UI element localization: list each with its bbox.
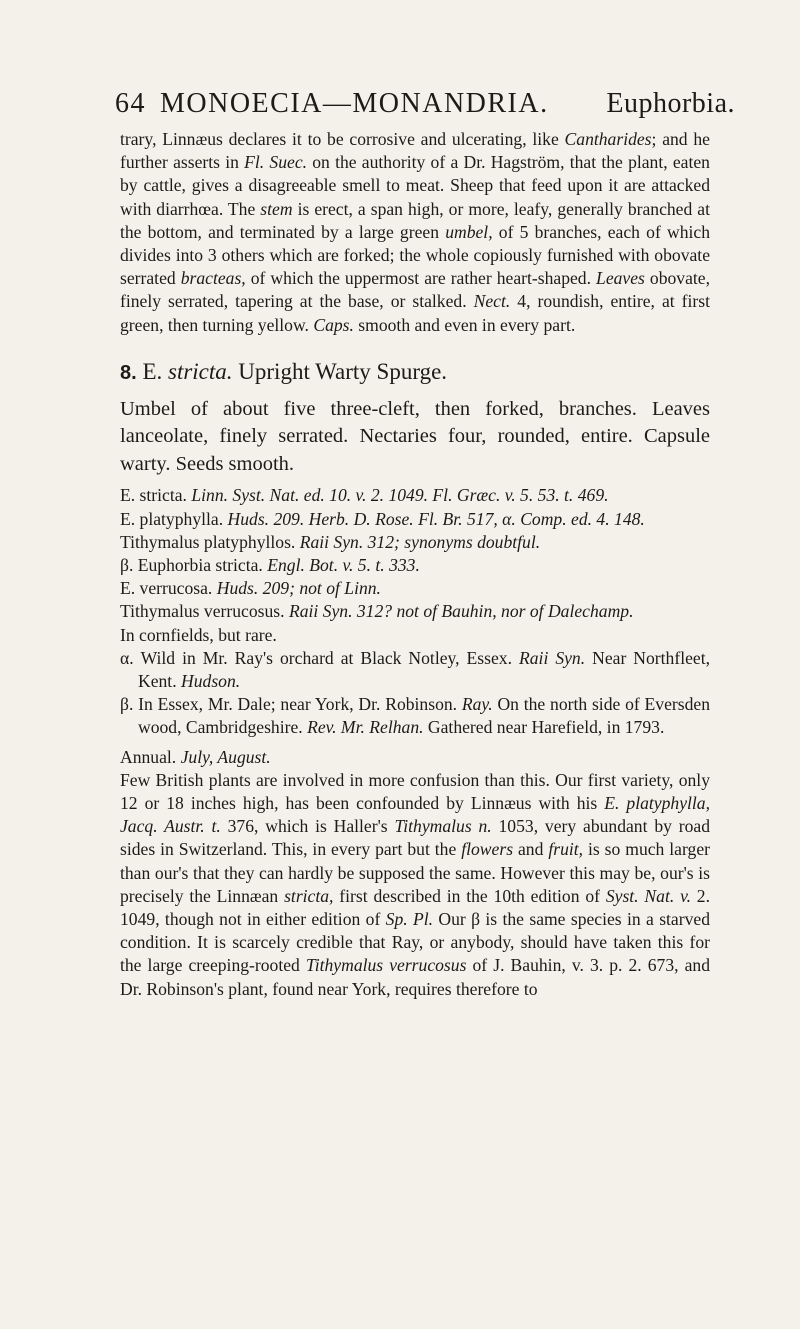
species-heading	[120, 357, 710, 388]
species-genus: E.	[142, 358, 163, 384]
synonym-entry: Tithymalus platyphyllos. Raii Syn. 312; synonyms doubtful.	[120, 531, 541, 552]
synonym-entry: E. verrucosa. Huds. 209; not of Linn.	[120, 578, 381, 599]
locality-alpha: α. Wild in Mr. Ray's orchard at Black Notley, Essex. Raii Syn. Near Northfleet, Kent. Hudson.	[120, 647, 710, 691]
species-name: stricta.	[168, 358, 233, 384]
species-common-name: Upright Warty Spurge.	[238, 358, 448, 384]
running-title: MONOECIA—MONANDRIA.	[160, 88, 549, 119]
duration: Annual. July, August.	[120, 746, 271, 767]
synonym-list	[120, 484, 710, 623]
synonym-entry: E. stricta. Linn. Syst. Nat. ed. 10. v. 2. 1049. Fl. Græc. v. 5. 53. t. 469.	[120, 485, 609, 506]
intro-paragraph: trary, Linnæus declares it to be corrosive and ulcerating, like Cantharides; and he further asserts in Fl. Suec. on the authority of a Dr. Hagström, that the plant, eaten by cattle, gives a disagreeable smell to meat. Sheep that feed upon it are attacked with diarrhœa. The stem is erect, a span high, or more, leafy, generally branched at the bottom, and terminated by a large green umbel, of 5 branches, each of which divides into 3 others which are forked; the whole copiously furnished with obovate serrated bracteas, of which the uppermost are rather heart-shaped. Leaves obovate, finely serrated, tapering at the base, or stalked. Nect. 4, roundish, entire, at first green, then turning yellow. Caps. smooth and even in every part.	[120, 129, 711, 335]
synonym-entry: E. platyphylla. Huds. 209. Herb. D. Rose. Fl. Br. 517, α. Comp. ed. 4. 148.	[120, 508, 645, 529]
specific-character: Umbel of about five three-cleft, then forked, branches. Leaves lanceolate, finely serrated. Nectaries four, rounded, entire. Capsule warty. Seeds smooth.	[120, 397, 710, 475]
page-body	[120, 128, 710, 1001]
locality-beta: β. In Essex, Mr. Dale; near York, Dr. Robinson. Ray. On the north side of Eversden wood, Cambridgeshire. Rev. Mr. Relhan. Gathered near Harefield, in 1793.	[120, 694, 710, 738]
discussion-paragraph: Few British plants are involved in more confusion than this. Our first variety, only 12 or 18 inches high, has been confounded by Linnæus with his E. platyphylla, Jacq. Austr. t. 376, which is Haller's Tithymalus n. 1053, very abundant by road sides in Switzerland. This, in every part but the flowers and fruit, is so much larger than our's that they can hardly be supposed the same. However this may be, our's is precisely the Linnæan stricta, first described in the 10th edition of Syst. Nat. v. 2. 1049, though not in either edition of Sp. Pl. Our β is the same species in a starved condition. It is scarcely credible that Ray, or anybody, should have taken this for the large creeping-rooted Tithymalus verrucosus of J. Bauhin, v. 3. p. 2. 673, and Dr. Robinson's plant, found near York, requires therefore to	[120, 769, 711, 999]
page-number: 64	[115, 88, 146, 119]
synonym-entry: β. Euphorbia stricta. Engl. Bot. v. 5. t. 333.	[120, 554, 420, 575]
species-number: 8.	[120, 361, 137, 384]
running-genus: Euphorbia.	[606, 88, 735, 119]
habitat: In cornfields, but rare.	[120, 624, 277, 645]
synonym-entry: Tithymalus verrucosus. Raii Syn. 312? not of Bauhin, nor of Dalechamp.	[120, 601, 634, 622]
